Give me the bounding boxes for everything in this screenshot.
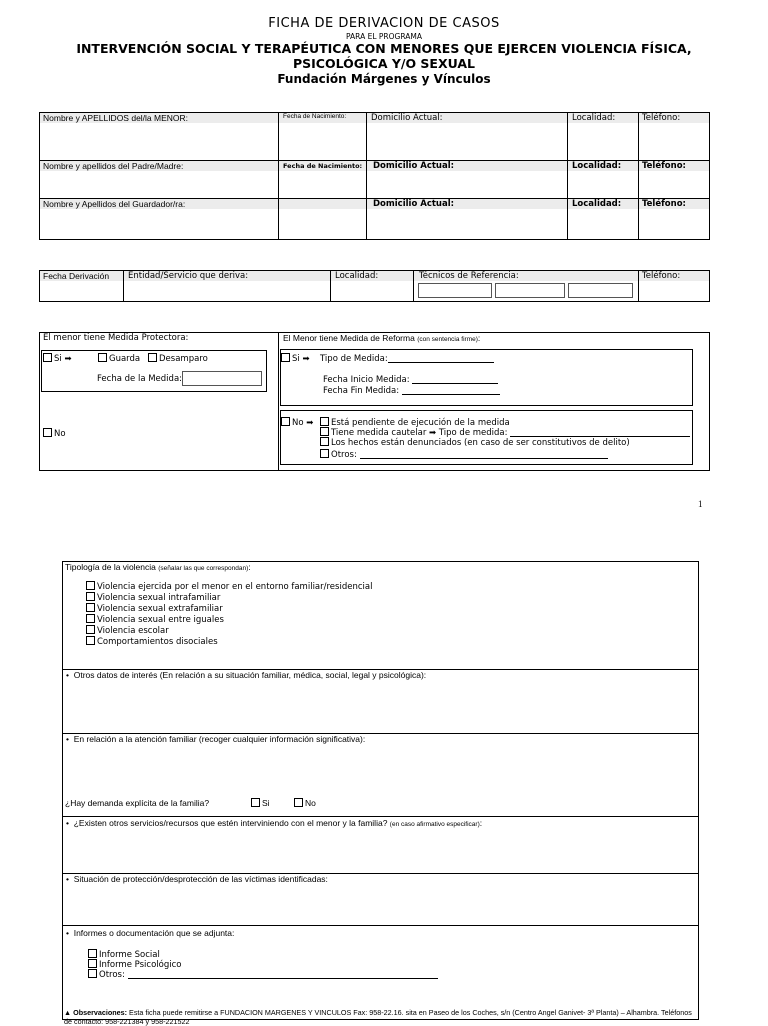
- violence-item[interactable]: Violencia sexual entre iguales: [86, 614, 224, 625]
- other-services-label: • ¿Existen otros servicios/recursos que estén interviniendo con el menor y la familia? (en caso afirmativo especificar):: [66, 818, 483, 828]
- reform-measure-title: El Menor tiene Medida de Reforma (con sentencia firme):: [283, 333, 481, 343]
- parent-name-input[interactable]: [40, 172, 277, 197]
- arrow-right-icon: ➡: [306, 418, 314, 428]
- protective-yes-option[interactable]: Si ➡: [43, 353, 72, 364]
- checkbox-icon[interactable]: [281, 417, 290, 426]
- start-date-field[interactable]: Fecha Inicio Medida:: [323, 374, 498, 385]
- violence-item[interactable]: Comportamientos disociales: [86, 636, 218, 647]
- checkbox-icon[interactable]: [43, 353, 52, 362]
- minor-phone-label: Teléfono:: [642, 113, 681, 123]
- guardian-phone-label: Teléfono:: [642, 199, 686, 209]
- checkbox-icon[interactable]: [86, 603, 95, 612]
- doc-other-option[interactable]: Otros:: [88, 969, 438, 980]
- reform-no-option[interactable]: No ➡: [281, 417, 313, 428]
- minor-birth-label: Fecha de Nacimiento:: [283, 113, 347, 120]
- technician-input-1[interactable]: [418, 283, 492, 298]
- checkbox-icon[interactable]: [86, 614, 95, 623]
- checkbox-icon[interactable]: [320, 449, 329, 458]
- demand-no-option[interactable]: No: [294, 798, 316, 808]
- referral-entity-label: Entidad/Servicio que deriva:: [128, 271, 249, 281]
- minor-address-input[interactable]: [367, 124, 566, 159]
- arrow-right-icon: ➡: [64, 354, 72, 364]
- checkbox-icon[interactable]: [43, 428, 52, 437]
- checkbox-icon[interactable]: [86, 581, 95, 590]
- end-date-field[interactable]: Fecha Fin Medida:: [323, 385, 500, 396]
- guardian-name-input[interactable]: [40, 210, 277, 238]
- technician-input-3[interactable]: [568, 283, 633, 298]
- bullet-icon: •: [66, 670, 69, 680]
- violence-title: Tipología de la violencia (señalar las que correspondan):: [65, 562, 251, 572]
- checkbox-icon[interactable]: [281, 353, 290, 362]
- checkbox-icon[interactable]: [86, 592, 95, 601]
- bullet-icon: •: [66, 928, 69, 938]
- checkbox-icon[interactable]: [98, 353, 107, 362]
- guardian-locality-label: Localidad:: [572, 199, 622, 209]
- parent-locality-label: Localidad:: [572, 161, 622, 171]
- footer-observations: [64, 1008, 692, 1017]
- violence-item[interactable]: Violencia escolar: [86, 625, 169, 636]
- parent-address-label: Domicilio Actual:: [373, 161, 455, 171]
- protective-no-option[interactable]: No: [43, 428, 66, 439]
- minor-name-input[interactable]: [40, 124, 277, 159]
- family-attention-input[interactable]: [63, 746, 698, 794]
- family-attention-label: • En relación a la atención familiar (recoger cualquier información significativa):: [66, 734, 366, 744]
- protection-input[interactable]: [63, 886, 698, 924]
- checkbox-icon[interactable]: [251, 798, 260, 807]
- foundation-name: Fundación Márgenes y Vínculos: [277, 72, 491, 86]
- checkbox-icon[interactable]: [88, 959, 97, 968]
- checkbox-icon[interactable]: [320, 437, 329, 446]
- precautionary-option[interactable]: Tiene medida cautelar ➡ Tipo de medida:: [320, 427, 690, 438]
- minor-address-label: Domicilio Actual:: [371, 113, 443, 123]
- footer-contact: de contacto: 958-221384 y 958-221522: [64, 1017, 190, 1026]
- other-services-input[interactable]: [63, 830, 698, 872]
- minor-name-label: Nombre y APELLIDOS del/la MENOR:: [43, 113, 189, 123]
- demand-yes-option[interactable]: Si: [251, 798, 270, 808]
- checkbox-icon[interactable]: [88, 949, 97, 958]
- observations-label: ▲ Observaciones:: [64, 1008, 128, 1017]
- guardian-address-label: Domicilio Actual:: [373, 199, 455, 209]
- parent-birth-label: Fecha de Nacimiento:: [283, 162, 363, 170]
- protection-label: • Situación de protección/desprotección de las víctimas identificadas:: [66, 874, 328, 884]
- technician-input-2[interactable]: [495, 283, 565, 298]
- arrow-right-icon: ➡: [302, 354, 310, 364]
- observations-text: Esta ficha puede remitirse a FUNDACION MARGENES Y VINCULOS Fax: 958-22.16. sita en Paseo de los Coches, s/n (Centro Angel Ganivet- 3ª Planta) – Alhambra. Teléfonos: [129, 1008, 692, 1017]
- protective-measure-title: El menor tiene Medida Protectora:: [43, 333, 189, 343]
- guardian-name-label: Nombre y Apellidos del Guardador/ra:: [43, 199, 186, 209]
- checkbox-icon[interactable]: [320, 427, 329, 436]
- documents-label: • Informes o documentación que se adjunta:: [66, 928, 235, 938]
- form-subtitle: PARA EL PROGRAMA: [346, 32, 422, 41]
- reported-option[interactable]: Los hechos están denunciados (en caso de ser constitutivos de delito): [320, 437, 630, 448]
- doc-psych-report-option[interactable]: Informe Psicológico: [88, 959, 181, 970]
- program-title-line2: PSICOLÓGICA Y/O SEXUAL: [292, 56, 476, 71]
- bullet-icon: •: [66, 734, 69, 744]
- program-title-line1: INTERVENCIÓN SOCIAL Y TERAPÉUTICA CON MENORES QUE EJERCEN VIOLENCIA FÍSICA,: [76, 41, 692, 56]
- checkbox-icon[interactable]: [86, 636, 95, 645]
- referral-technicians-label: Técnicos de Referencia:: [419, 271, 519, 281]
- others-option[interactable]: Otros:: [320, 449, 608, 460]
- bullet-icon: •: [66, 874, 69, 884]
- form-title: FICHA DE DERIVACION DE CASOS: [268, 16, 500, 31]
- family-demand-label: ¿Hay demanda explícita de la familia?: [65, 798, 210, 808]
- header: [0, 16, 768, 87]
- other-data-input[interactable]: [63, 682, 698, 732]
- doc-social-report-option[interactable]: Informe Social: [88, 949, 160, 960]
- arrow-right-icon: ➡: [429, 428, 437, 438]
- violence-item[interactable]: Violencia ejercida por el menor en el entorno familiar/residencial: [86, 581, 372, 592]
- violence-item[interactable]: Violencia sexual extrafamiliar: [86, 603, 223, 614]
- minor-locality-label: Localidad:: [572, 113, 616, 123]
- bullet-icon: •: [66, 818, 69, 828]
- guard-option[interactable]: Guarda: [98, 353, 140, 364]
- referral-phone-label: Teléfono:: [642, 271, 681, 281]
- measure-date-input[interactable]: [182, 371, 262, 386]
- referral-locality-label: Localidad:: [335, 271, 379, 281]
- checkbox-icon[interactable]: [294, 798, 303, 807]
- neglect-option[interactable]: Desamparo: [148, 353, 208, 364]
- checkbox-icon[interactable]: [86, 625, 95, 634]
- measure-type-field[interactable]: Tipo de Medida:: [320, 353, 494, 364]
- referral-date-label: Fecha Derivación: [43, 271, 110, 281]
- violence-item[interactable]: Violencia sexual intrafamiliar: [86, 592, 220, 603]
- checkbox-icon[interactable]: [88, 969, 97, 978]
- parent-name-label: Nombre y apellidos del Padre/Madre:: [43, 161, 184, 171]
- measure-date-label: Fecha de la Medida:: [97, 374, 183, 384]
- reform-yes-option[interactable]: Si ➡: [281, 353, 310, 364]
- checkbox-icon[interactable]: [320, 417, 329, 426]
- parent-phone-label: Teléfono:: [642, 161, 686, 171]
- checkbox-icon[interactable]: [148, 353, 157, 362]
- pending-option[interactable]: Está pendiente de ejecución de la medida: [320, 417, 510, 428]
- other-data-label: • Otros datos de interés (En relación a su situación familiar, médica, social, legal y psicológica):: [66, 670, 427, 680]
- page-number: 1: [698, 499, 703, 509]
